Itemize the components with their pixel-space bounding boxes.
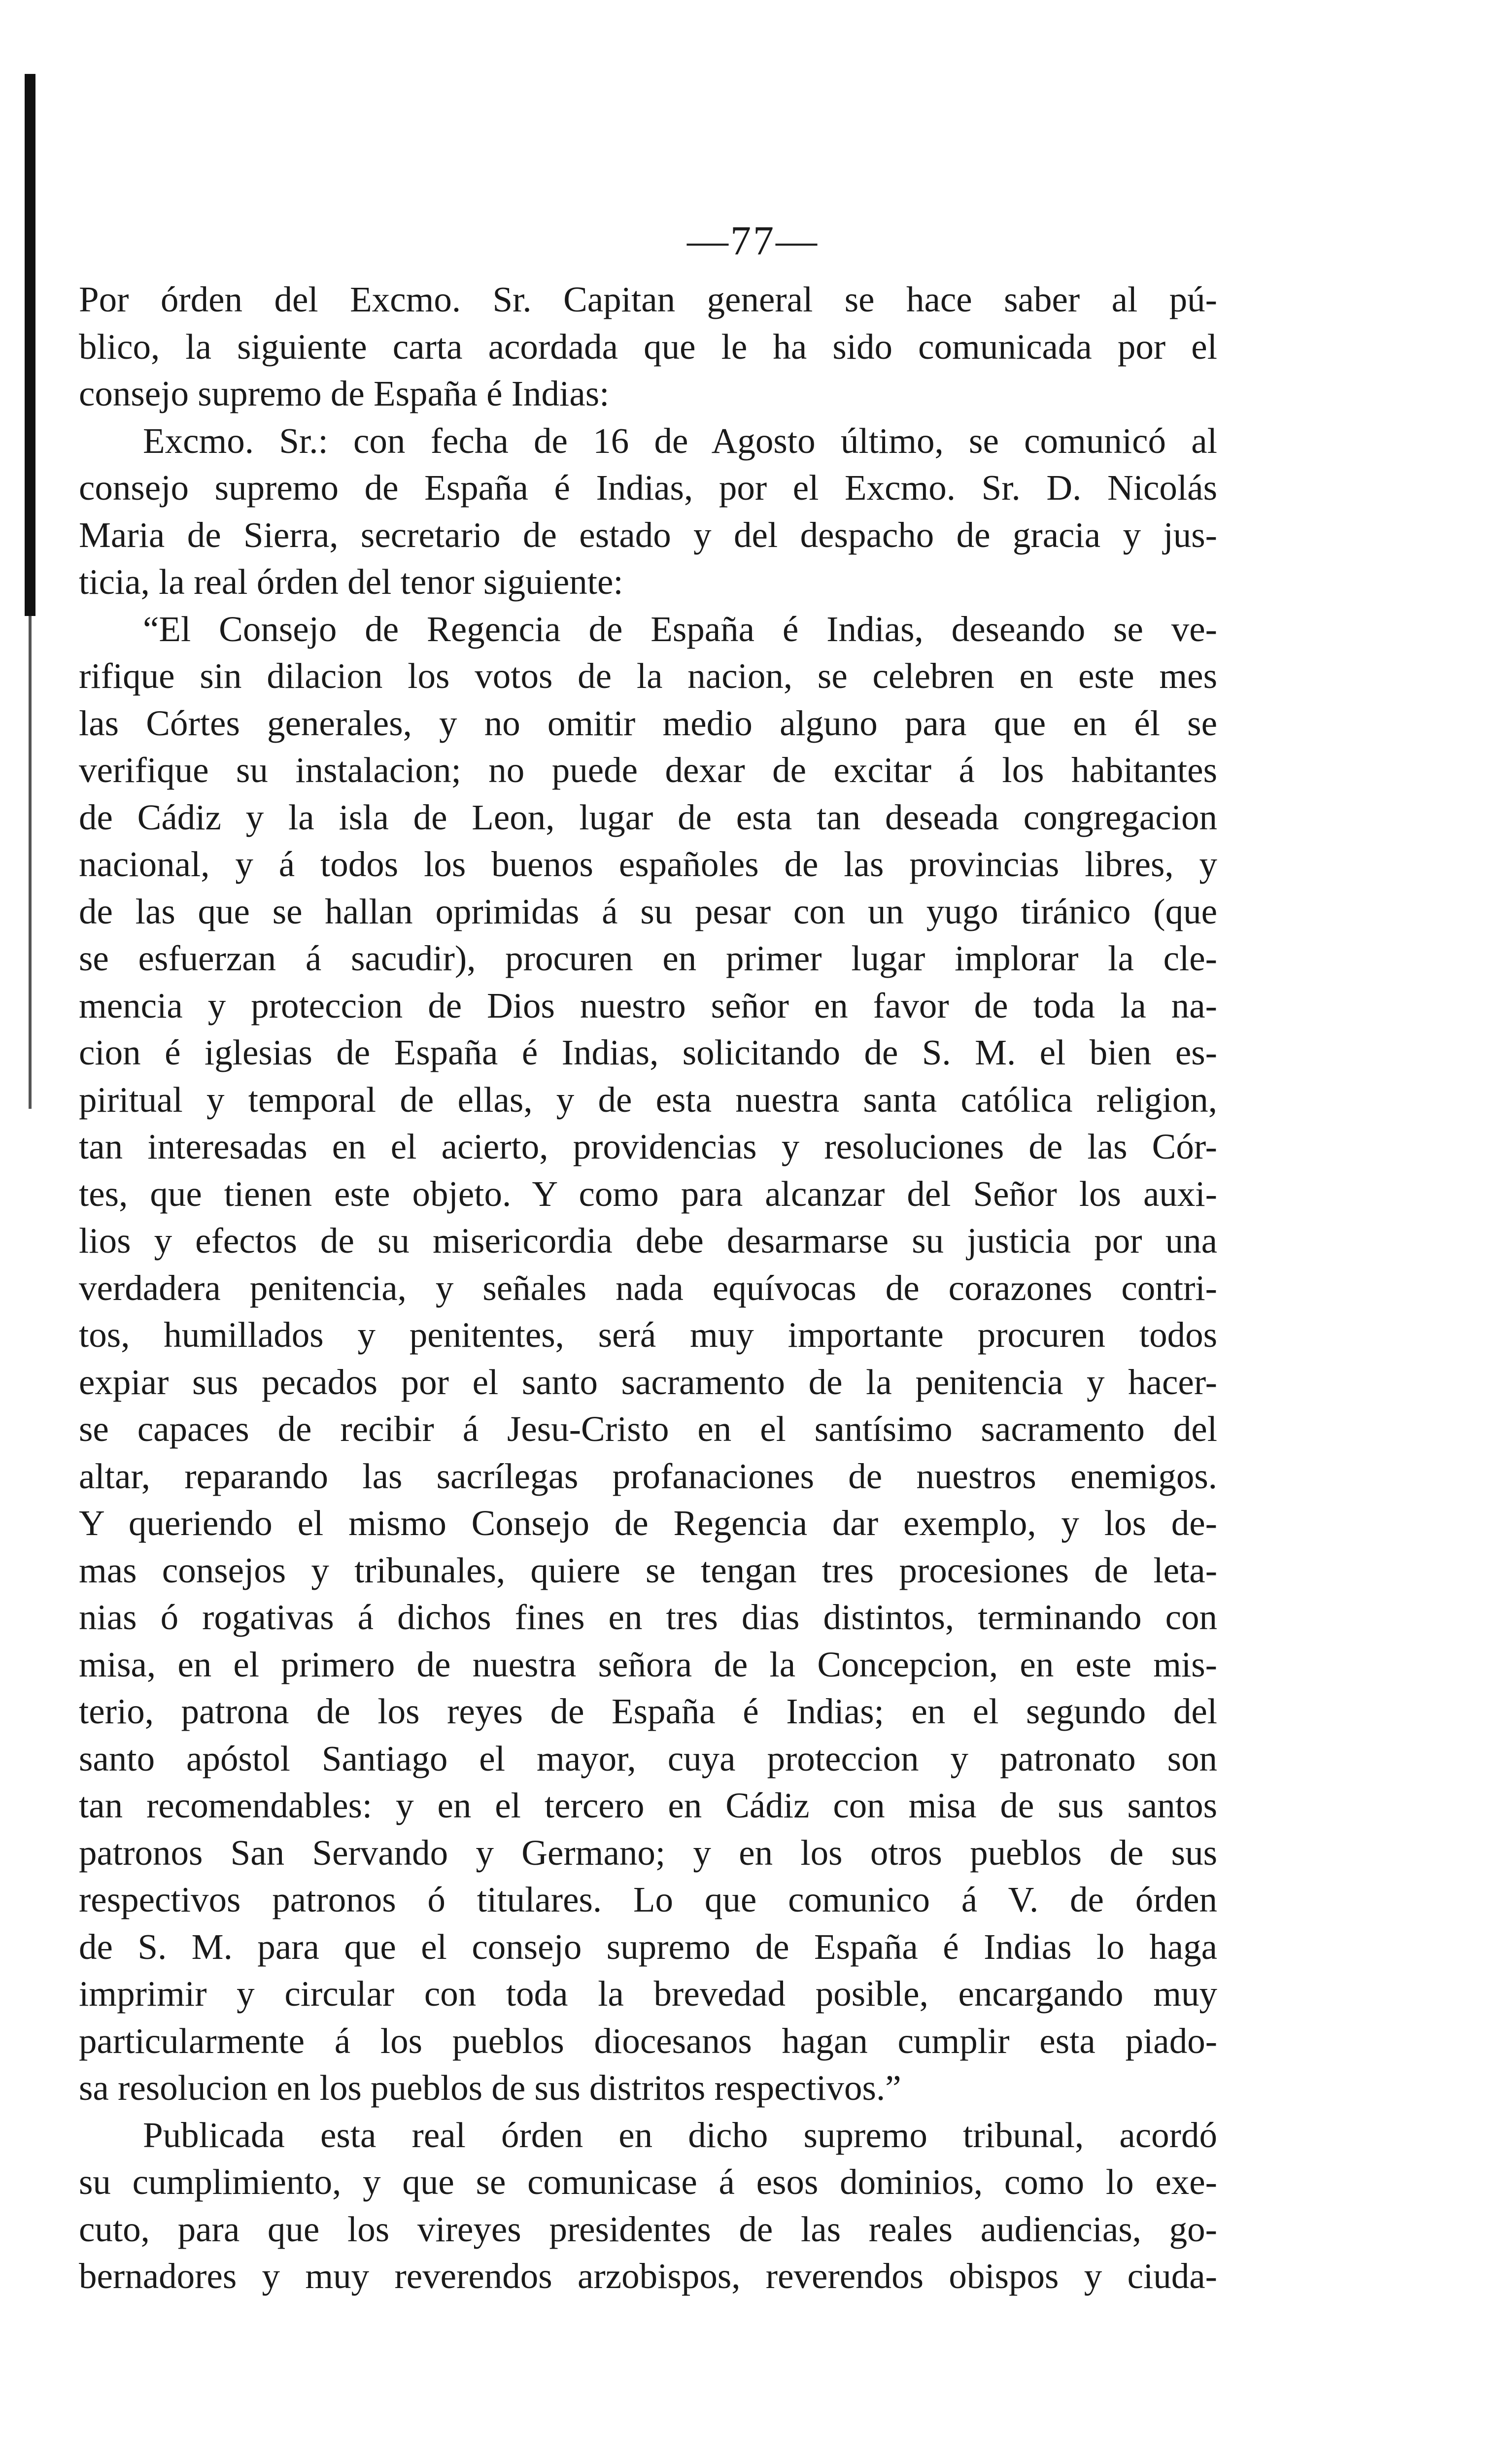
text-line: tes, que tienen este objeto. Y como para alcanzar del Señor los auxi-: [79, 1173, 1217, 1214]
scan-edge-shadow-lower: [29, 616, 32, 1109]
text-line: de Cádiz y la isla de Leon, lugar de esta tan deseada congregacion: [79, 797, 1217, 837]
page-number: —77—: [687, 218, 819, 264]
text-line: de S. M. para que el consejo supremo de España é Indias lo haga: [79, 1926, 1217, 1967]
text-line: expiar sus pecados por el santo sacramento de la penitencia y hacer-: [79, 1362, 1217, 1402]
body-text: [79, 276, 1217, 2300]
text-line: consejo supremo de España é Indias, por el Excmo. Sr. D. Nicolás: [79, 468, 1217, 508]
text-line: blico, la siguiente carta acordada que le ha sido comunicada por el: [79, 326, 1217, 367]
text-line: patronos San Servando y Germano; y en los otros pueblos de sus: [79, 1832, 1217, 1873]
text-line: mencia y proteccion de Dios nuestro señor en favor de toda la na-: [79, 985, 1217, 1026]
text-line: Maria de Sierra, secretario de estado y del despacho de gracia y jus-: [79, 514, 1217, 555]
text-line: ticia, la real órden del tenor siguiente:: [79, 562, 623, 602]
text-line: Publicada esta real órden en dicho supremo tribunal, acordó: [143, 2115, 1217, 2155]
text-line: las Córtes generales, y no omitir medio alguno para que en él se: [79, 703, 1217, 743]
text-line: tan interesadas en el acierto, providencias y resoluciones de las Cór-: [79, 1127, 1217, 1166]
text-line: mas consejos y tribunales, quiere se tengan tres procesiones de leta-: [79, 1550, 1217, 1590]
text-line: su cumplimiento, y que se comunicase á esos dominios, como lo exe-: [79, 2162, 1217, 2202]
text-line: verdadera penitencia, y señales nada equívocas de corazones contri-: [79, 1267, 1217, 1308]
text-line: santo apóstol Santiago el mayor, cuya proteccion y patronato son: [79, 1738, 1217, 1779]
text-line: tan recomendables: y en el tercero en Cádiz con misa de sus santos: [79, 1785, 1217, 1825]
text-line: “El Consejo de Regencia de España é Indias, deseando se ve-: [143, 609, 1217, 649]
text-line: sa resolucion en los pueblos de sus distritos respectivos.”: [79, 2068, 901, 2108]
text-line: piritual y temporal de ellas, y de esta nuestra santa católica religion,: [79, 1079, 1217, 1120]
text-line: rifique sin dilacion los votos de la nacion, se celebren en este mes: [79, 656, 1217, 696]
text-line: Excmo. Sr.: con fecha de 16 de Agosto último, se comunicó al: [143, 420, 1217, 461]
text-line: terio, patrona de los reyes de España é Indias; en el segundo del: [79, 1691, 1217, 1731]
text-line: respectivos patronos ó titulares. Lo que comunico á V. de órden: [79, 1880, 1217, 1919]
text-line: se esfuerzan á sacudir), procuren en primer lugar implorar la cle-: [79, 938, 1217, 978]
text-line: verifique su instalacion; no puede dexar de excitar á los habitantes: [79, 750, 1217, 790]
text-line: nacional, y á todos los buenos españoles de las provincias libres, y: [79, 844, 1217, 884]
text-line: lios y efectos de su misericordia debe desarmarse su justicia por una: [79, 1221, 1217, 1261]
text-line: cion é iglesias de España é Indias, solicitando de S. M. el bien es-: [79, 1032, 1217, 1072]
text-line: particularmente á los pueblos diocesanos hagan cumplir esta piado-: [79, 2020, 1217, 2061]
text-line: Y queriendo el mismo Consejo de Regencia dar exemplo, y los de-: [79, 1503, 1217, 1543]
text-line: imprimir y circular con toda la brevedad posible, encargando muy: [79, 1974, 1217, 2014]
scan-edge-shadow: [25, 74, 35, 616]
text-line: misa, en el primero de nuestra señora de la Concepcion, en este mis-: [79, 1644, 1217, 1684]
text-line: de las que se hallan oprimidas á su pesar con un yugo tiránico (que: [79, 891, 1217, 931]
text-line: altar, reparando las sacrílegas profanaciones de nuestros enemigos.: [79, 1456, 1217, 1496]
text-line: consejo supremo de España é Indias:: [79, 374, 610, 413]
text-line: Por órden del Excmo. Sr. Capitan general se hace saber al pú-: [79, 279, 1217, 319]
text-line: tos, humillados y penitentes, será muy importante procuren todos: [79, 1315, 1217, 1355]
text-line: bernadores y muy reverendos arzobispos, reverendos obispos y ciuda-: [79, 2256, 1217, 2296]
text-line: nias ó rogativas á dichos fines en tres dias distintos, terminando con: [79, 1597, 1217, 1637]
text-line: se capaces de recibir á Jesu-Cristo en el santísimo sacramento del: [79, 1409, 1217, 1449]
text-line: cuto, para que los vireyes presidentes de las reales audiencias, go-: [79, 2209, 1217, 2249]
